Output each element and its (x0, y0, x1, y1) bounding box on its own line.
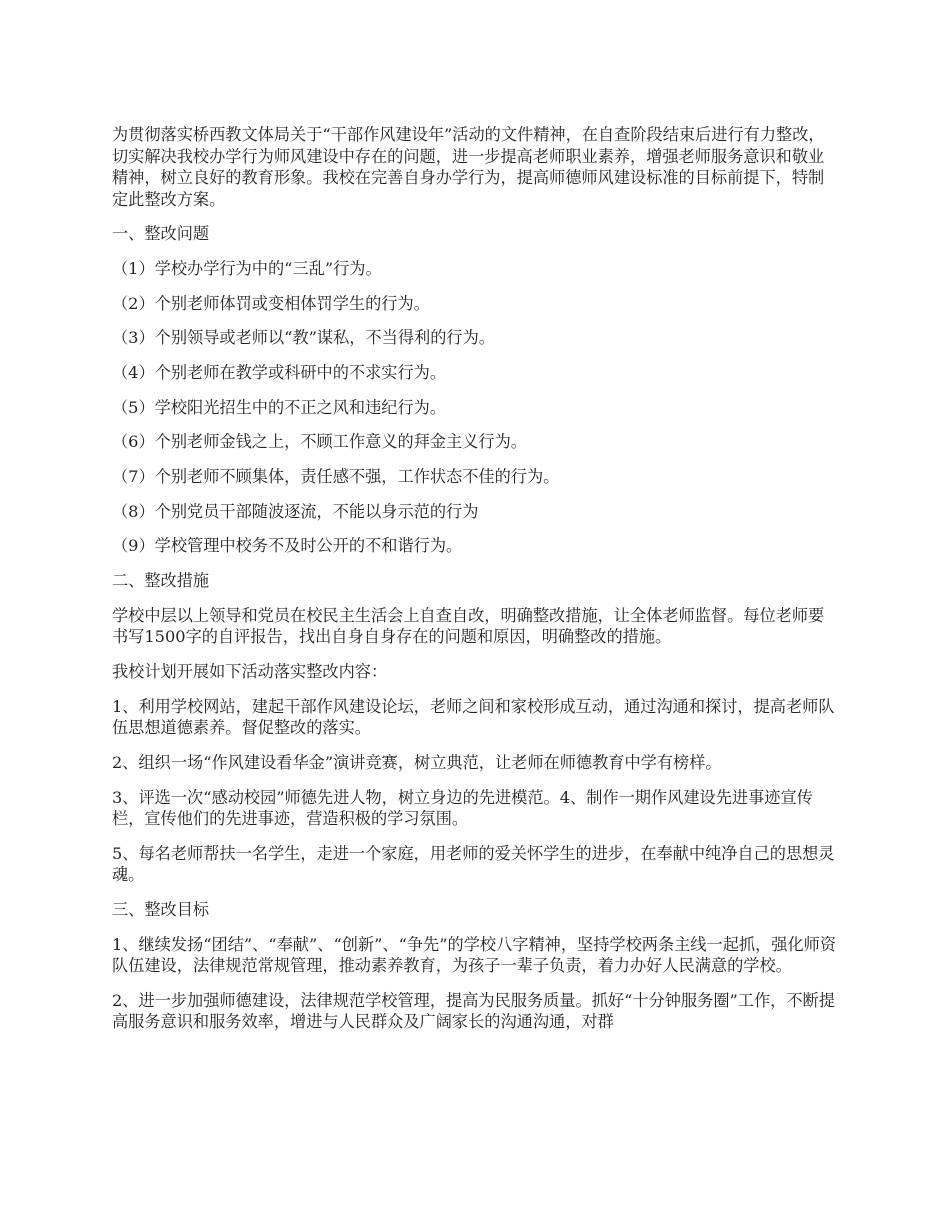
activity-item: 5、每名老师帮扶一名学生，走进一个家庭，用老师的爱关怀学生的进步，在奉献中纯净自己的思想灵魂。 (112, 843, 835, 885)
activity-item: 3、评选一次“感动校园”师德先进人物，树立身边的先进模范。4、制作一期作风建设先进事迹宣传栏，宣传他们的先进事迹，营造积极的学习氛围。 (112, 787, 813, 828)
activity-item: 1、利用学校网站，建起干部作风建设论坛，老师之间和家校形成互动，通过沟通和探讨，提高老师队伍思想道德素养。督促整改的落实。 (112, 696, 835, 738)
problem-item: （5）学校阳光招生中的不正之风和违纪行为。 (112, 397, 447, 417)
activity-item: 2、组织一场“作风建设看华金”演讲竞赛，树立典范，让老师在师德教育中学有榜样。 (112, 752, 722, 772)
document-body (112, 124, 838, 1046)
goal-item: 1、继续发扬“团结”、“奉献”、“创新”、“争先”的学校八字精神，坚持学校两条主线一起抓，强化师资队伍建设，法律规范常规管理，推动素养教育，为孩子一辈子负责，着力办好人民满意的学校。 (112, 934, 837, 976)
problem-item: （8）个别党员干部随波逐流，不能以身示范的行为 (112, 501, 479, 521)
goal-item: 2、进一步加强师德建设，法律规范学校管理，提高为民服务质量。抓好“十分钟服务圈”工作，不断提高服务意识和服务效率，增进与人民群众及广阔家长的沟通沟通，对群 (112, 990, 835, 1032)
section-heading-goals: 三、整改目标 (112, 899, 210, 919)
problem-item: （6）个别老师金钱之上，不顾工作意义的拜金主义行为。 (112, 432, 527, 452)
intro-paragraph: 为贯彻落实桥西教文体局关于“干部作风建设年”活动的文件精神，在自查阶段结束后进行有力整改，切实解决我校办学行为师风建设中存在的问题，进一步提高老师职业素养，增强老师服务意识和敬业精神，树立良好的教育形象。我校在完善自身办学行为，提高师德师风建设标准的目标前提下，特制定此整改方案。 (112, 125, 825, 209)
problem-item: （1）学校办学行为中的“三乱”行为。 (112, 258, 382, 278)
problem-item: （9）学校管理中校务不及时公开的不和谐行为。 (112, 536, 463, 556)
problem-item: （4）个别老师在教学或科研中的不求实行为。 (112, 362, 447, 382)
problem-item: （3）个别领导或老师以“教”谋私，不当得利的行为。 (112, 328, 495, 348)
section-heading-problems: 一、整改问题 (112, 224, 210, 244)
section-heading-measures: 二、整改措施 (112, 571, 210, 591)
problem-item: （2）个别老师体罚或变相体罚学生的行为。 (112, 293, 430, 313)
plan-intro: 我校计划开展如下活动落实整改内容： (112, 661, 388, 681)
measures-paragraph: 学校中层以上领导和党员在校民主生活会上自查自改，明确整改措施，让全体老师监督。每位老师要书写1500字的自评报告，找出自身自身存在的问题和原因，明确整改的措施。 (112, 605, 825, 647)
problem-item: （7）个别老师不顾集体，责任感不强，工作状态不佳的行为。 (112, 467, 560, 486)
